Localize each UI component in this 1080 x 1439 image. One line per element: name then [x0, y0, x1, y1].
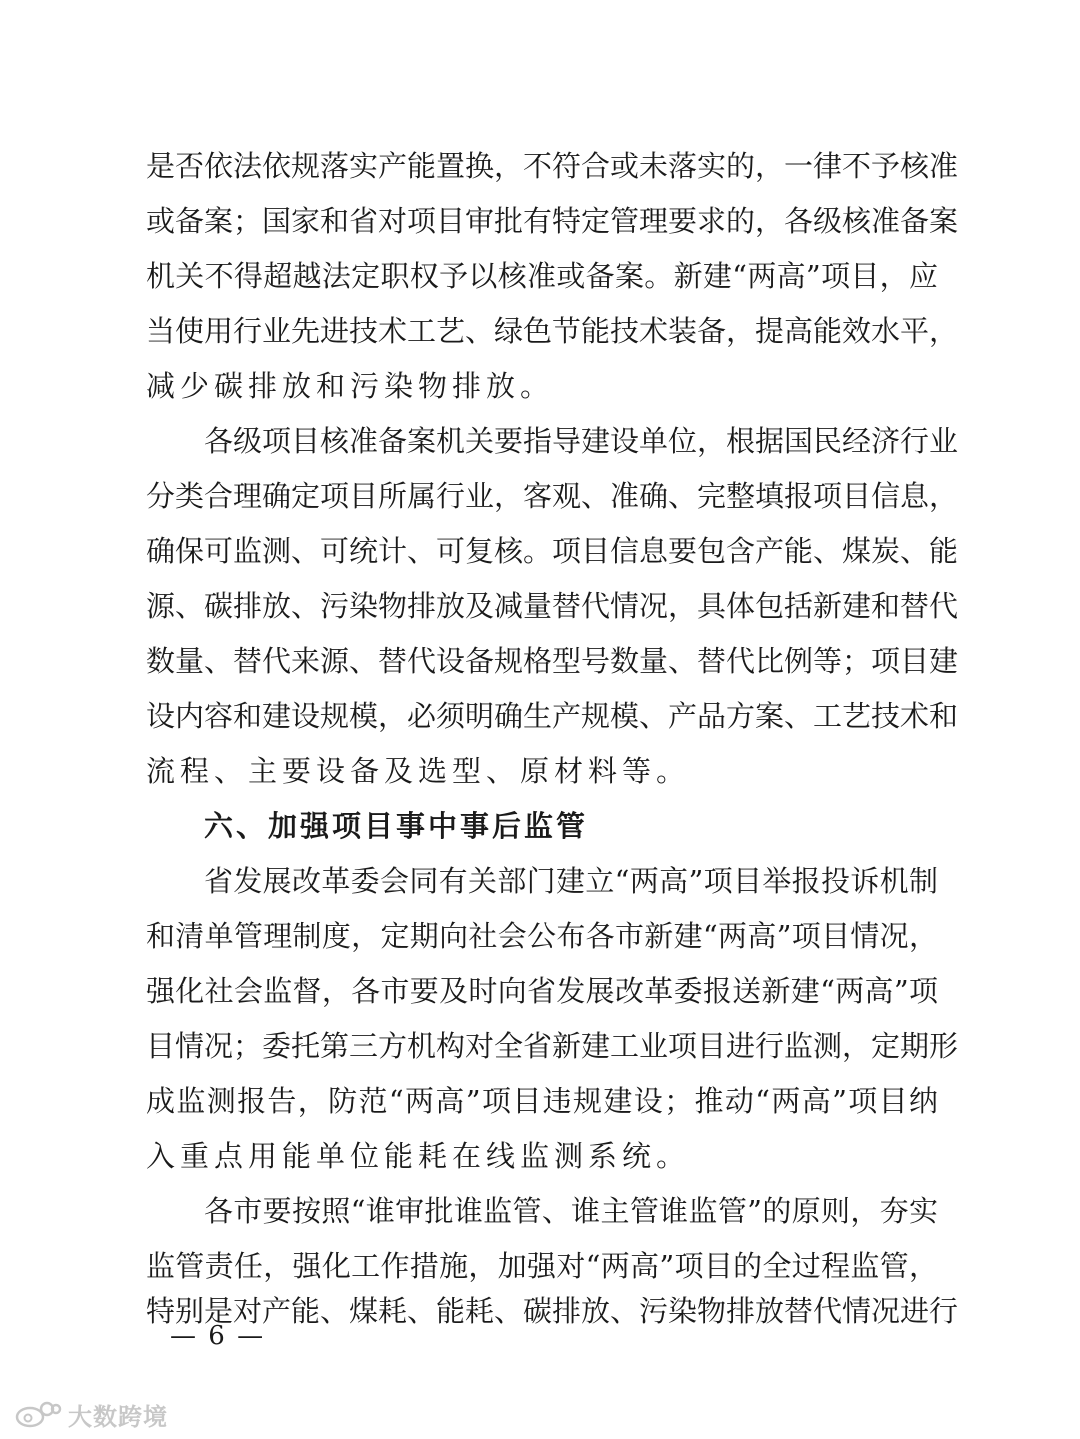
paragraph-1-line-5: 减少碳排放和污染物排放。 [146, 369, 555, 403]
paragraph-1-line-4: 当使用行业先进技术工艺、绿色节能技术装备，提高能效水平， [146, 314, 959, 348]
watermark [14, 1397, 168, 1431]
section-heading: 六、加强项目事中事后监管 [204, 809, 589, 843]
paragraph-2-line-2: 分类合理确定项目所属行业，客观、准确、完整填报项目信息， [146, 479, 959, 513]
paragraph-2-line-1: 各级项目核准备案机关要指导建设单位，根据国民经济行业 [204, 424, 959, 458]
page-number: — 6 — [170, 1321, 266, 1351]
paragraph-2-line-5: 数量、替代来源、替代设备规格型号数量、替代比例等；项目建 [146, 644, 959, 678]
paragraph-2-line-7: 流程、主要设备及选型、原材料等。 [146, 754, 691, 788]
paragraph-3-line-5: 成监测报告，防范“两高”项目违规建设；推动“两高”项目纳 [146, 1084, 938, 1118]
weibo-logo-icon [14, 1399, 62, 1429]
paragraph-3-line-1: 省发展改革委会同有关部门建立“两高”项目举报投诉机制 [204, 864, 938, 898]
paragraph-2-line-6: 设内容和建设规模，必须明确生产规模、产品方案、工艺技术和 [146, 699, 959, 733]
paragraph-1-line-2: 或备案；国家和省对项目审批有特定管理要求的，各级核准备案 [146, 204, 959, 238]
paragraph-4-line-3: 特别是对产能、煤耗、能耗、碳排放、污染物排放替代情况进行 [146, 1294, 959, 1328]
paragraph-1-line-1: 是否依法依规落实产能置换，不符合或未落实的，一律不予核准 [146, 149, 959, 183]
paragraph-2-line-4: 源、碳排放、污染物排放及减量替代情况，具体包括新建和替代 [146, 589, 959, 623]
paragraph-1-line-3: 机关不得超越法定职权予以核准或备案。新建“两高”项目，应 [146, 259, 938, 293]
paragraph-2-line-3: 确保可监测、可统计、可复核。项目信息要包含产能、煤炭、能 [146, 534, 959, 568]
paragraph-3-line-3: 强化社会监督，各市要及时向省发展改革委报送新建“两高”项 [146, 974, 938, 1008]
paragraph-3-line-6: 入重点用能单位能耗在线监测系统。 [146, 1139, 691, 1173]
paragraph-4-line-1: 各市要按照“谁审批谁监管、谁主管谁监管”的原则，夯实 [204, 1194, 938, 1228]
paragraph-3-line-2: 和清单管理制度，定期向社会公布各市新建“两高”项目情况， [146, 919, 938, 953]
paragraph-3-line-4: 目情况；委托第三方机构对全省新建工业项目进行监测，定期形 [146, 1029, 959, 1063]
paragraph-4-line-2: 监管责任，强化工作措施，加强对“两高”项目的全过程监管， [146, 1249, 938, 1283]
watermark-text: 大数跨境 [68, 1402, 168, 1431]
